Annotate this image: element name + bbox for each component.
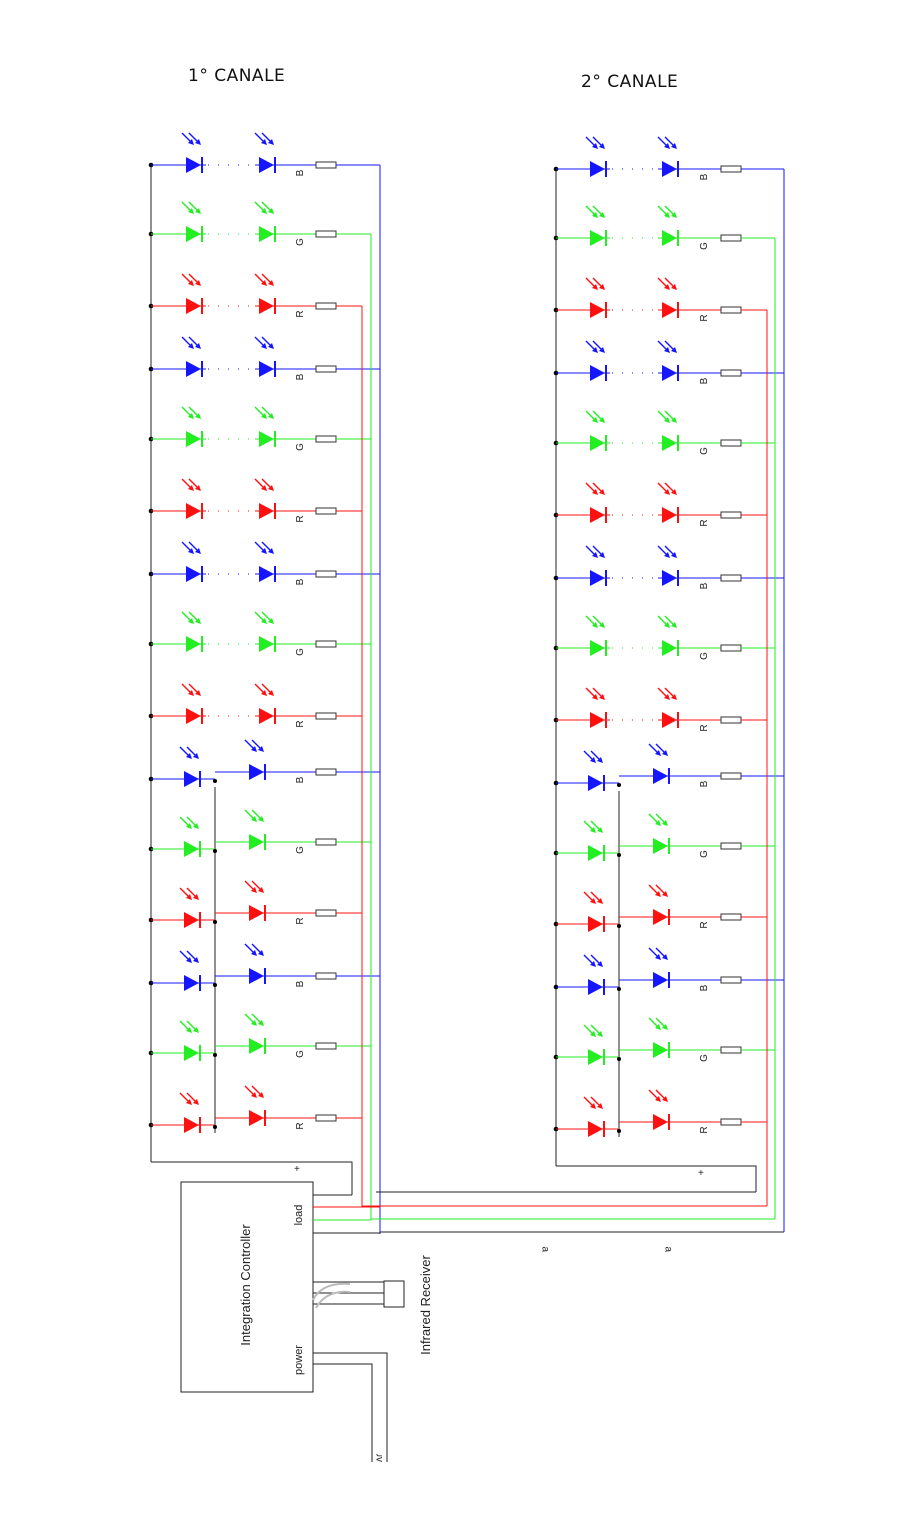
led-triangle	[249, 905, 264, 921]
led-triangle	[184, 841, 199, 857]
led-row	[554, 616, 775, 660]
led-triangle	[653, 838, 668, 854]
led-icon	[255, 407, 275, 447]
color-label: G	[295, 1050, 306, 1058]
junction-dot	[617, 853, 621, 857]
resistor	[721, 773, 741, 779]
led-row	[554, 546, 784, 589]
led-triangle	[662, 302, 677, 318]
color-label: B	[295, 578, 306, 586]
junction-dot	[213, 1125, 217, 1129]
led-icon	[255, 684, 275, 724]
color-label: G	[295, 648, 306, 656]
led-triangle	[259, 431, 274, 447]
channel-2-circuit	[554, 137, 784, 1232]
led-row	[149, 1086, 362, 1133]
led-icon	[586, 341, 606, 381]
led-icon	[649, 1090, 669, 1130]
channel-1-circuit	[149, 133, 380, 1234]
led-icon	[245, 1086, 265, 1126]
led-triangle	[653, 972, 668, 988]
led-icon	[245, 881, 265, 921]
resistor	[721, 645, 741, 651]
led-triangle	[662, 435, 677, 451]
led-row	[554, 341, 784, 384]
resistor	[316, 839, 336, 845]
color-label: B	[699, 377, 710, 385]
led-icon	[180, 817, 200, 857]
resistor	[316, 303, 336, 309]
led-icon	[182, 542, 202, 582]
led-row	[554, 885, 767, 932]
led-icon	[584, 892, 604, 932]
led-triangle	[186, 431, 201, 447]
led-icon	[584, 1025, 604, 1065]
led-triangle	[184, 1117, 199, 1133]
resistor	[316, 508, 336, 514]
led-icon	[586, 616, 606, 656]
integration-controller	[181, 1182, 313, 1392]
led-icon	[649, 1018, 669, 1058]
led-triangle	[186, 636, 201, 652]
led-icon	[658, 137, 678, 177]
plus-label: +	[294, 1164, 300, 1175]
resistor	[721, 914, 741, 920]
color-label: R	[699, 921, 710, 929]
color-label: B	[295, 776, 306, 784]
led-icon	[180, 747, 200, 787]
led-row	[149, 337, 380, 380]
resistor	[316, 973, 336, 979]
led-icon	[586, 546, 606, 586]
resistor	[316, 910, 336, 916]
led-icon	[182, 612, 202, 652]
led-icon	[658, 616, 678, 656]
color-label: G	[699, 652, 710, 660]
infrared-receiver	[313, 1254, 433, 1354]
plus-label: +	[698, 1168, 704, 1179]
resistor	[721, 1119, 741, 1125]
color-label: G	[699, 1054, 710, 1062]
color-label: B	[295, 169, 306, 177]
color-label: B	[699, 582, 710, 590]
led-icon	[180, 951, 200, 991]
led-icon	[658, 688, 678, 728]
power-leads	[313, 1353, 387, 1462]
resistor	[316, 713, 336, 719]
led-icon	[586, 137, 606, 177]
led-triangle	[186, 503, 201, 519]
led-triangle	[653, 768, 668, 784]
color-label: B	[295, 980, 306, 988]
led-icon	[658, 411, 678, 451]
led-triangle	[186, 298, 201, 314]
led-triangle	[662, 161, 677, 177]
led-triangle	[662, 570, 677, 586]
led-triangle	[590, 230, 605, 246]
resistor	[316, 1115, 336, 1121]
channel-1-title: 1° CANALE	[188, 66, 286, 86]
junction-dot	[617, 783, 621, 787]
led-triangle	[249, 968, 264, 984]
led-icon	[180, 1093, 200, 1133]
led-row	[149, 202, 371, 246]
led-icon	[255, 612, 275, 652]
led-icon	[584, 955, 604, 995]
junction-dot	[617, 1057, 621, 1061]
led-triangle	[184, 771, 199, 787]
receiver-box	[384, 1281, 404, 1307]
led-icon	[649, 948, 669, 988]
led-triangle	[184, 1045, 199, 1061]
led-triangle	[186, 708, 201, 724]
color-label: R	[295, 917, 306, 925]
led-triangle	[588, 1121, 603, 1137]
led-triangle	[249, 1038, 264, 1054]
led-icon	[255, 479, 275, 519]
led-icon	[586, 278, 606, 318]
controller-power-label: power	[293, 1345, 305, 1375]
junction-dot	[617, 987, 621, 991]
junction-dot	[213, 849, 217, 853]
led-triangle	[590, 435, 605, 451]
led-icon	[658, 341, 678, 381]
led-icon	[586, 688, 606, 728]
led-triangle	[588, 979, 603, 995]
junction-dot	[213, 920, 217, 924]
resistor	[721, 512, 741, 518]
led-icon	[584, 1097, 604, 1137]
led-triangle	[588, 916, 603, 932]
led-icon	[255, 133, 275, 173]
resistor	[721, 1047, 741, 1053]
stray-label-b: ɐ	[663, 1246, 674, 1252]
led-icon	[255, 274, 275, 314]
resistor	[316, 641, 336, 647]
led-row	[554, 483, 767, 527]
color-label: R	[699, 519, 710, 527]
led-triangle	[590, 570, 605, 586]
led-triangle	[588, 1049, 603, 1065]
color-label: R	[295, 720, 306, 728]
color-label: R	[295, 1122, 306, 1130]
led-triangle	[259, 361, 274, 377]
led-icon	[586, 483, 606, 523]
led-triangle	[662, 230, 677, 246]
resistor	[721, 166, 741, 172]
led-icon	[584, 751, 604, 791]
led-triangle	[184, 975, 199, 991]
supply-label: ʌɾ	[374, 1453, 385, 1462]
led-icon	[658, 546, 678, 586]
led-triangle	[653, 1114, 668, 1130]
controller-name: Integration Controller	[238, 1224, 253, 1346]
color-label: G	[295, 238, 306, 246]
led-triangle	[653, 909, 668, 925]
led-triangle	[259, 298, 274, 314]
led-icon	[182, 133, 202, 173]
led-triangle	[590, 302, 605, 318]
led-triangle	[590, 365, 605, 381]
color-label: B	[295, 373, 306, 381]
led-row	[149, 1014, 371, 1061]
led-icon	[182, 202, 202, 242]
resistor	[316, 436, 336, 442]
led-icon	[182, 337, 202, 377]
led-triangle	[590, 161, 605, 177]
led-triangle	[184, 912, 199, 928]
junction-dot	[213, 779, 217, 783]
color-label: G	[699, 850, 710, 858]
led-row	[149, 740, 380, 787]
junction-dot	[617, 1129, 621, 1133]
led-triangle	[662, 507, 677, 523]
resistor	[721, 977, 741, 983]
led-triangle	[588, 775, 603, 791]
led-row	[554, 1018, 775, 1065]
resistor	[721, 717, 741, 723]
led-row	[554, 137, 784, 180]
resistor	[721, 307, 741, 313]
led-triangle	[259, 636, 274, 652]
channel-2-title: 2° CANALE	[581, 72, 679, 92]
led-row	[149, 944, 380, 991]
led-triangle	[662, 712, 677, 728]
led-icon	[180, 888, 200, 928]
controller-load-label: load	[293, 1204, 305, 1226]
led-icon	[649, 814, 669, 854]
led-icon	[245, 1014, 265, 1054]
led-row	[554, 278, 767, 322]
junction-dot	[213, 1053, 217, 1057]
led-icon	[180, 1021, 200, 1061]
resistor	[721, 235, 741, 241]
led-row	[554, 814, 775, 861]
led-icon	[255, 337, 275, 377]
led-triangle	[186, 361, 201, 377]
led-row	[149, 612, 371, 656]
led-icon	[255, 542, 275, 582]
resistor	[721, 843, 741, 849]
return-wire	[556, 1166, 756, 1192]
led-icon	[658, 206, 678, 246]
color-label: G	[699, 447, 710, 455]
color-label: B	[699, 173, 710, 181]
led-triangle	[259, 157, 274, 173]
led-row	[554, 411, 775, 455]
led-triangle	[653, 1042, 668, 1058]
led-icon	[658, 278, 678, 318]
resistor	[316, 769, 336, 775]
led-triangle	[588, 845, 603, 861]
led-row	[554, 206, 775, 250]
led-triangle	[186, 566, 201, 582]
led-triangle	[186, 226, 201, 242]
load-bus	[313, 1192, 784, 1233]
led-icon	[245, 810, 265, 850]
color-label: R	[699, 314, 710, 322]
led-icon	[245, 740, 265, 780]
color-label: R	[295, 310, 306, 318]
resistor	[316, 1043, 336, 1049]
resistor	[316, 231, 336, 237]
led-row	[149, 810, 371, 857]
led-triangle	[590, 507, 605, 523]
color-label: R	[295, 515, 306, 523]
led-triangle	[590, 640, 605, 656]
led-icon	[586, 411, 606, 451]
led-icon	[182, 407, 202, 447]
led-icon	[584, 821, 604, 861]
receiver-label: Infrared Receiver	[418, 1255, 433, 1355]
color-label: R	[699, 724, 710, 732]
resistor	[316, 366, 336, 372]
led-row	[149, 542, 380, 585]
led-triangle	[259, 566, 274, 582]
led-triangle	[590, 712, 605, 728]
color-label: B	[699, 984, 710, 992]
led-row	[554, 688, 767, 732]
junction-dot	[617, 924, 621, 928]
resistor	[316, 162, 336, 168]
led-row	[554, 1090, 767, 1137]
led-icon	[649, 744, 669, 784]
led-row	[149, 407, 371, 451]
led-triangle	[186, 157, 201, 173]
color-label: G	[295, 846, 306, 854]
led-triangle	[249, 764, 264, 780]
led-row	[554, 948, 784, 995]
resistor	[721, 440, 741, 446]
resistor	[721, 370, 741, 376]
color-label: R	[699, 1126, 710, 1134]
led-triangle	[259, 708, 274, 724]
led-triangle	[249, 834, 264, 850]
led-icon	[649, 885, 669, 925]
led-triangle	[259, 226, 274, 242]
led-triangle	[662, 365, 677, 381]
led-icon	[182, 479, 202, 519]
led-row	[149, 479, 362, 523]
color-label: G	[699, 242, 710, 250]
resistor	[721, 575, 741, 581]
led-row	[149, 133, 380, 176]
led-icon	[182, 684, 202, 724]
led-icon	[586, 206, 606, 246]
led-triangle	[249, 1110, 264, 1126]
led-row	[554, 744, 784, 791]
color-label: G	[295, 443, 306, 451]
led-row	[149, 881, 362, 928]
color-label: B	[699, 780, 710, 788]
led-icon	[658, 483, 678, 523]
led-triangle	[259, 503, 274, 519]
resistor	[316, 571, 336, 577]
stray-label-a: ɐ	[540, 1246, 551, 1252]
led-icon	[255, 202, 275, 242]
led-icon	[245, 944, 265, 984]
led-icon	[182, 274, 202, 314]
led-row	[149, 684, 362, 728]
led-triangle	[662, 640, 677, 656]
junction-dot	[213, 983, 217, 987]
led-row	[149, 274, 362, 318]
